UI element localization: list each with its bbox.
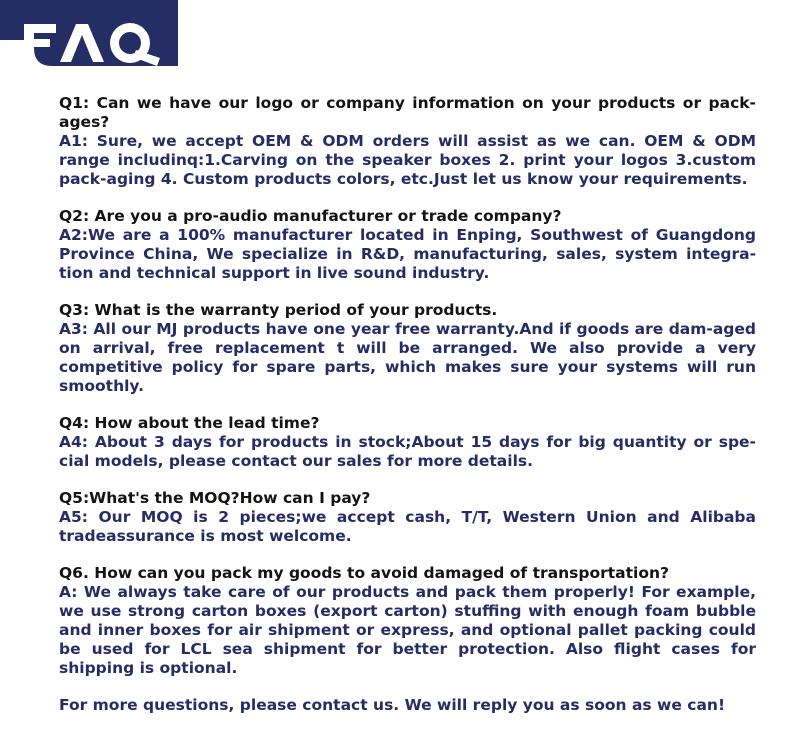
faq-answer-2: A2:We are a 100% manufacturer located in Enping, Southwest of Guangdong Province China, We specialize in R&D, manufacturing, sales, system integra-tion and technical support in live sound industry.	[59, 226, 756, 282]
faq-item-6	[59, 564, 756, 678]
faq-item-4	[59, 414, 756, 471]
faq-question-3: Q3: What is the warranty period of your products.	[59, 301, 498, 319]
faq-logo	[0, 0, 800, 70]
faq-question-2: Q2: Are you a pro-audio manufacturer or trade company?	[59, 207, 562, 225]
faq-item-5	[59, 489, 756, 546]
faq-answer-3: A3: All our MJ products have one year free warranty.And if goods are dam-aged on arrival, free replacement t will be arranged. We also provide a very competitive policy for spare parts, which makes sure your systems will run smoothly.	[59, 320, 756, 395]
faq-item-3	[59, 301, 756, 396]
faq-answer-4: A4: About 3 days for products in stock;About 15 days for big quantity or spe-cial models, please contact our sales for more details.	[59, 433, 756, 470]
faq-question-6: Q6. How can you pack my goods to avoid damaged of transportation?	[59, 564, 670, 582]
faq-item-2	[59, 207, 756, 283]
faq-question-1: Q1: Can we have our logo or company information on your products or pack-ages?	[59, 94, 756, 131]
contact-footer: For more questions, please contact us. We will reply you as soon as we can!	[59, 696, 726, 714]
faq-question-5: Q5:What's the MOQ?How can I pay?	[59, 489, 371, 507]
faq-answer-6: A: We always take care of our products and pack them properly! For example, we use strong carton boxes (export carton) stuffing with enough foam bubble and inner boxes for air shipment or express, and optional pallet packing could be used for LCL sea shipment for better protection. Also flight cases for shipping is optional.	[59, 583, 756, 677]
faq-answer-5: A5: Our MOQ is 2 pieces;we accept cash, T/T, Western Union and Alibaba tradeassurance is most welcome.	[59, 508, 756, 545]
faq-item-1	[59, 94, 756, 189]
faq-answer-1: A1: Sure, we accept OEM & ODM orders will assist as we can. OEM & ODM range includinq:1.Carving on the speaker boxes 2. print your logos 3.custom pack-aging 4. Custom products colors, etc.Just let us know your requirements.	[59, 132, 756, 188]
faq-question-4: Q4: How about the lead time?	[59, 414, 320, 432]
faq-list	[59, 94, 756, 715]
faq-header	[0, 0, 800, 70]
